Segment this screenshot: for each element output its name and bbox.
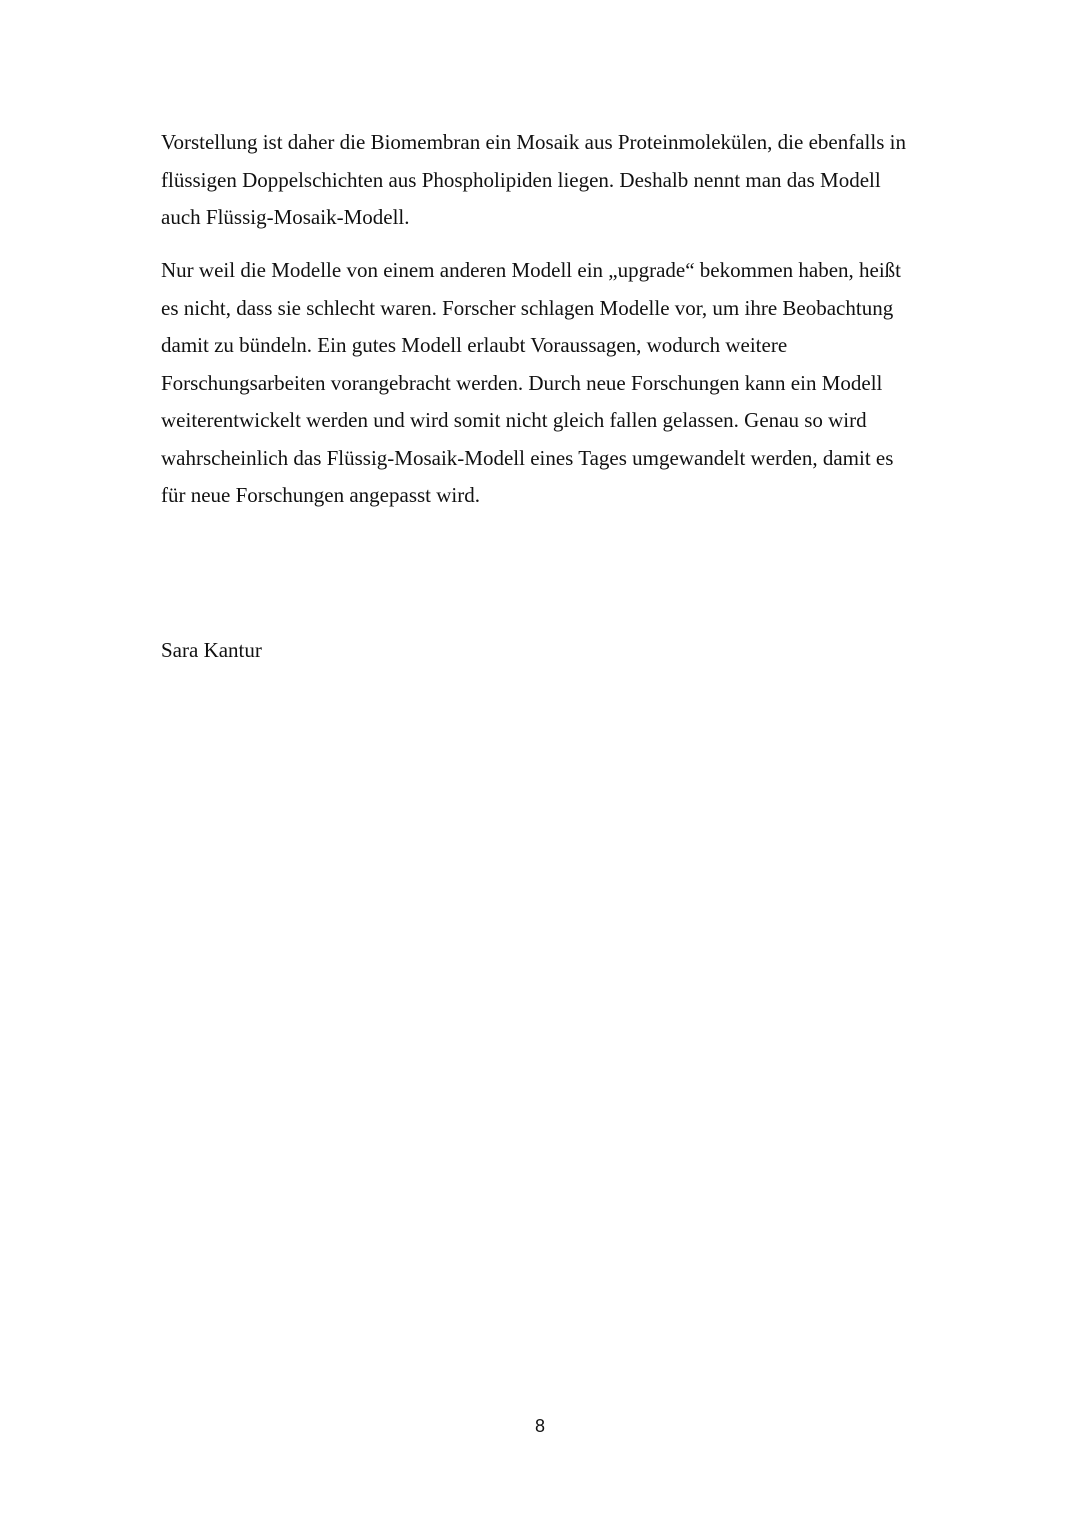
text-line: wahrscheinlich das Flüssig-Mosaik-Modell eines Tages umgewandelt werden, damit es [161, 445, 894, 470]
text-line: es nicht, dass sie schlecht waren. Forscher schlagen Modelle vor, um ihre Beobachtung [161, 295, 894, 320]
author-signature: Sara Kantur [161, 638, 262, 662]
text-line: weiterentwickelt werden und wird somit nicht gleich fallen gelassen. Genau so wird [161, 408, 867, 432]
text-line: Vorstellung ist daher die Biomembran ein Mosaik aus Proteinmolekülen, die ebenfalls in [161, 130, 906, 154]
text-line: für neue Forschungen angepasst wird. [161, 483, 480, 507]
paragraph-modelle-upgrade [161, 254, 951, 517]
text-line: flüssigen Doppelschichten aus Phospholipiden liegen. Deshalb nennt man das Modell [161, 167, 881, 192]
paragraph-biomembran-mosaik [161, 126, 951, 239]
text-line: Forschungsarbeiten vorangebracht werden. Durch neue Forschungen kann ein Modell [161, 370, 883, 395]
text-line: damit zu bündeln. Ein gutes Modell erlaubt Voraussagen, wodurch weitere [161, 333, 788, 357]
text-line: auch Flüssig-Mosaik-Modell. [161, 205, 410, 229]
text-line: Nur weil die Modelle von einem anderen Modell ein „upgrade“ bekommen haben, heißt [161, 258, 902, 282]
page-number: 8 [534, 1416, 545, 1436]
